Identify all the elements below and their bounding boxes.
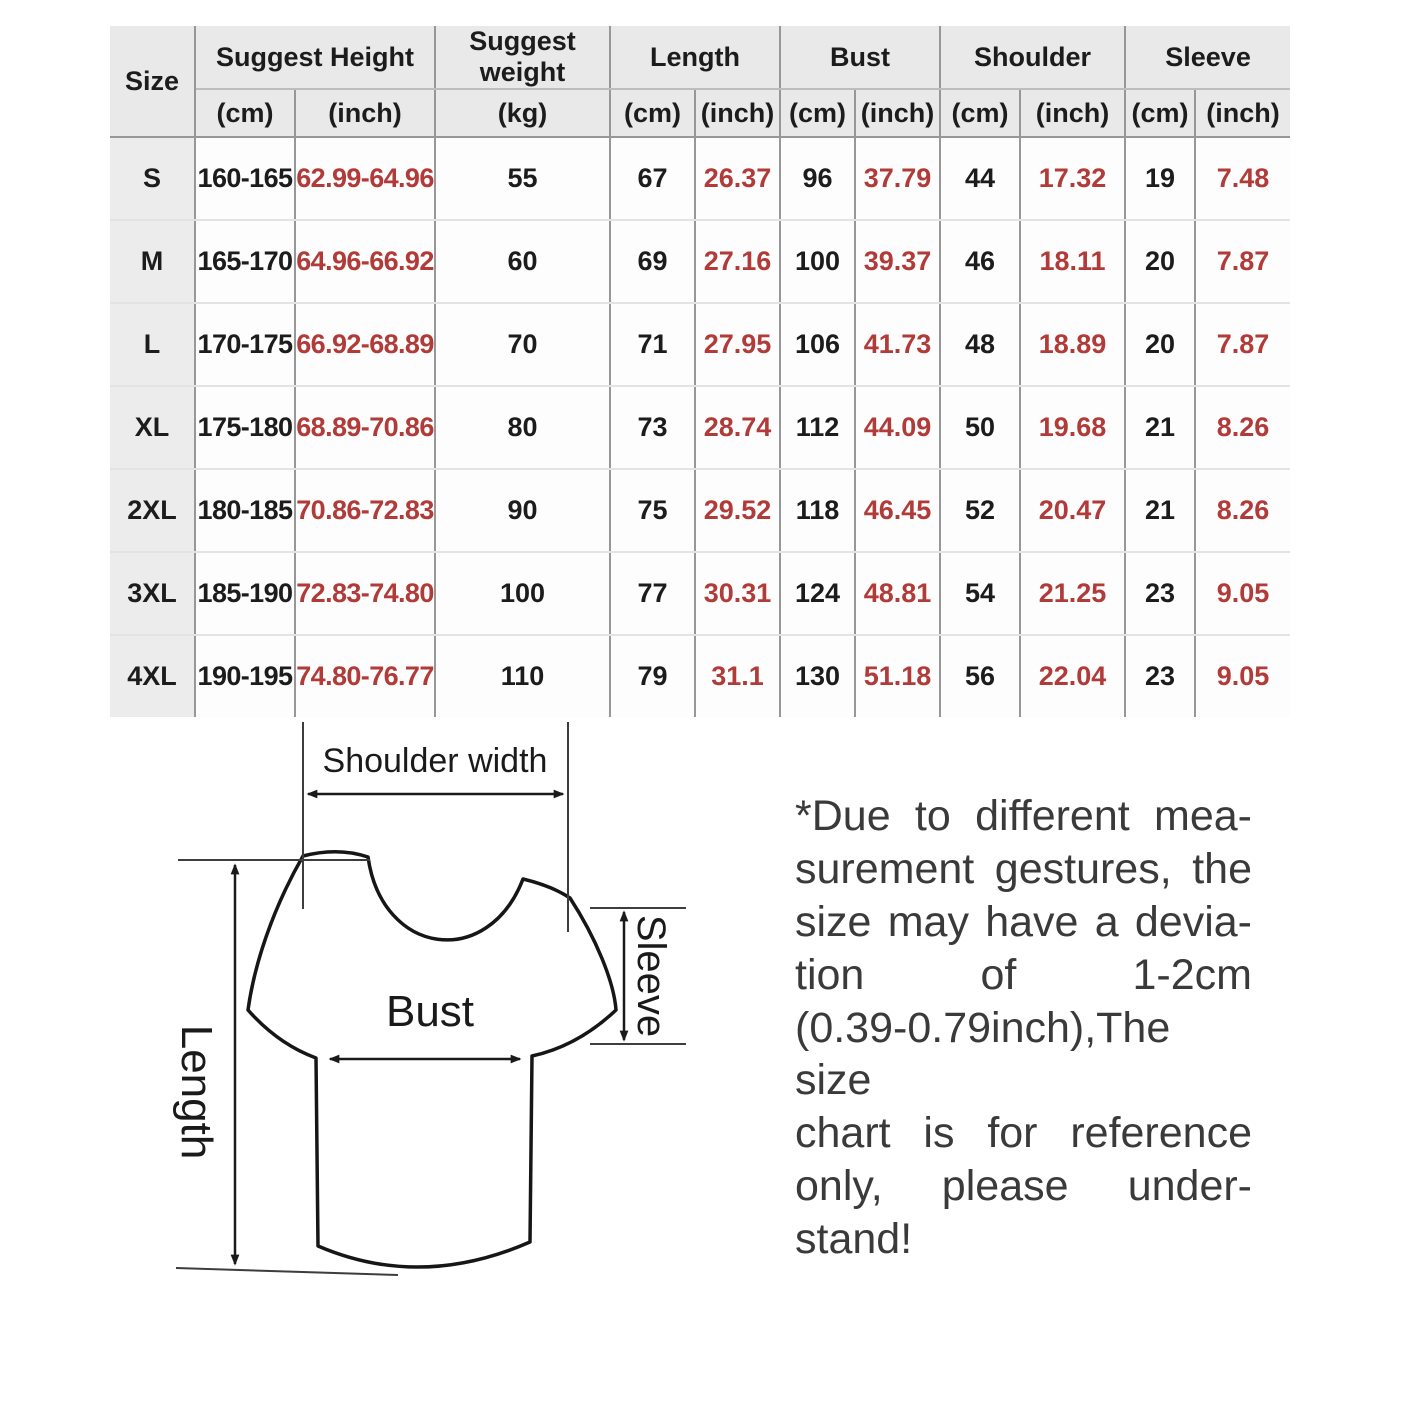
table-row-m bbox=[110, 220, 1290, 303]
col-header-shoulder: Shoulder bbox=[940, 26, 1125, 89]
cell-shoulder-cm: 48 bbox=[940, 303, 1020, 386]
note-line: surement gestures, the bbox=[795, 844, 1252, 893]
cell-sleeve-cm: 21 bbox=[1125, 386, 1195, 469]
cell-bust-inch: 41.73 bbox=[855, 303, 940, 386]
cell-sleeve-cm: 19 bbox=[1125, 137, 1195, 220]
cell-height-cm: 180-185 bbox=[195, 469, 295, 552]
cell-sleeve-inch: 7.87 bbox=[1195, 220, 1290, 303]
bust-label: Bust bbox=[385, 987, 475, 1036]
cell-bust-cm: 96 bbox=[780, 137, 855, 220]
cell-size: 2XL bbox=[110, 469, 195, 552]
cell-shoulder-inch: 18.89 bbox=[1020, 303, 1125, 386]
cell-height-cm: 170-175 bbox=[195, 303, 295, 386]
cell-bust-inch: 39.37 bbox=[855, 220, 940, 303]
unit-length-inch: (inch) bbox=[695, 89, 780, 137]
shoulder-width-label: Shoulder width bbox=[322, 742, 548, 780]
cell-length-cm: 69 bbox=[610, 220, 695, 303]
cell-bust-inch: 46.45 bbox=[855, 469, 940, 552]
cell-sleeve-inch: 7.48 bbox=[1195, 137, 1290, 220]
cell-height-inch: 66.92-68.89 bbox=[295, 303, 435, 386]
cell-shoulder-inch: 22.04 bbox=[1020, 635, 1125, 717]
table-row-l bbox=[110, 303, 1290, 386]
cell-sleeve-inch: 8.26 bbox=[1195, 386, 1290, 469]
cell-height-inch: 70.86-72.83 bbox=[295, 469, 435, 552]
cell-sleeve-cm: 23 bbox=[1125, 552, 1195, 635]
cell-length-inch: 27.16 bbox=[695, 220, 780, 303]
deviation-note bbox=[795, 790, 1252, 1266]
cell-weight-kg: 100 bbox=[435, 552, 610, 635]
unit-shoulder-inch: (inch) bbox=[1020, 89, 1125, 137]
cell-size: S bbox=[110, 137, 195, 220]
cell-shoulder-cm: 46 bbox=[940, 220, 1020, 303]
cell-bust-inch: 37.79 bbox=[855, 137, 940, 220]
unit-shoulder-cm: (cm) bbox=[940, 89, 1020, 137]
cell-height-inch: 68.89-70.86 bbox=[295, 386, 435, 469]
cell-sleeve-cm: 21 bbox=[1125, 469, 1195, 552]
note-line: *Due to different mea- bbox=[795, 792, 1252, 840]
cell-length-inch: 29.52 bbox=[695, 469, 780, 552]
cell-sleeve-inch: 9.05 bbox=[1195, 635, 1290, 717]
cell-length-cm: 67 bbox=[610, 137, 695, 220]
cell-shoulder-cm: 54 bbox=[940, 552, 1020, 635]
col-header-suggest-weight: Suggest weight bbox=[435, 26, 610, 89]
cell-shoulder-inch: 20.47 bbox=[1020, 469, 1125, 552]
cell-sleeve-inch: 8.26 bbox=[1195, 469, 1290, 552]
cell-length-cm: 79 bbox=[610, 635, 695, 717]
cell-length-inch: 31.1 bbox=[695, 635, 780, 717]
cell-shoulder-inch: 19.68 bbox=[1020, 386, 1125, 469]
cell-height-cm: 185-190 bbox=[195, 552, 295, 635]
unit-length-cm: (cm) bbox=[610, 89, 695, 137]
cell-bust-cm: 112 bbox=[780, 386, 855, 469]
cell-bust-inch: 48.81 bbox=[855, 552, 940, 635]
cell-weight-kg: 110 bbox=[435, 635, 610, 717]
cell-weight-kg: 60 bbox=[435, 220, 610, 303]
note-line: only, please under- bbox=[795, 1162, 1252, 1211]
table-row-s bbox=[110, 137, 1290, 220]
length-tick-bottom bbox=[176, 1268, 398, 1275]
size-chart-table bbox=[110, 26, 1290, 717]
unit-sleeve-cm: (cm) bbox=[1125, 89, 1195, 137]
cell-height-inch: 62.99-64.96 bbox=[295, 137, 435, 220]
table-row-4xl bbox=[110, 635, 1290, 717]
unit-bust-inch: (inch) bbox=[855, 89, 940, 137]
cell-sleeve-cm: 20 bbox=[1125, 220, 1195, 303]
col-header-sleeve: Sleeve bbox=[1125, 26, 1290, 89]
cell-shoulder-inch: 18.11 bbox=[1020, 220, 1125, 303]
cell-height-cm: 165-170 bbox=[195, 220, 295, 303]
unit-weight-kg: (kg) bbox=[435, 89, 610, 137]
cell-shoulder-cm: 56 bbox=[940, 635, 1020, 717]
col-header-bust: Bust bbox=[780, 26, 940, 89]
header-unit-row bbox=[110, 89, 1290, 137]
cell-length-cm: 77 bbox=[610, 552, 695, 635]
sleeve-label: Sleeve bbox=[629, 914, 673, 1038]
table-row-xl bbox=[110, 386, 1290, 469]
cell-height-inch: 72.83-74.80 bbox=[295, 552, 435, 635]
cell-weight-kg: 80 bbox=[435, 386, 610, 469]
col-header-suggest-height: Suggest Height bbox=[195, 26, 435, 89]
col-header-size: Size bbox=[110, 26, 195, 137]
cell-size: 3XL bbox=[110, 552, 195, 635]
cell-size: 4XL bbox=[110, 635, 195, 717]
cell-length-cm: 71 bbox=[610, 303, 695, 386]
cell-height-inch: 64.96-66.92 bbox=[295, 220, 435, 303]
cell-shoulder-inch: 21.25 bbox=[1020, 552, 1125, 635]
cell-weight-kg: 90 bbox=[435, 469, 610, 552]
cell-weight-kg: 55 bbox=[435, 137, 610, 220]
cell-shoulder-cm: 52 bbox=[940, 469, 1020, 552]
cell-height-cm: 160-165 bbox=[195, 137, 295, 220]
unit-height-inch: (inch) bbox=[295, 89, 435, 137]
cell-height-cm: 175-180 bbox=[195, 386, 295, 469]
unit-bust-cm: (cm) bbox=[780, 89, 855, 137]
cell-shoulder-cm: 50 bbox=[940, 386, 1020, 469]
cell-sleeve-cm: 20 bbox=[1125, 303, 1195, 386]
cell-bust-cm: 124 bbox=[780, 552, 855, 635]
cell-bust-inch: 51.18 bbox=[855, 635, 940, 717]
note-line: (0.39-0.79inch),The size bbox=[795, 1003, 1171, 1105]
table-row-2xl bbox=[110, 469, 1290, 552]
header-group-row bbox=[110, 26, 1290, 89]
cell-size: XL bbox=[110, 386, 195, 469]
cell-length-inch: 27.95 bbox=[695, 303, 780, 386]
tshirt-measurement-diagram bbox=[158, 714, 733, 1304]
cell-length-inch: 30.31 bbox=[695, 552, 780, 635]
length-label: Length bbox=[172, 1024, 221, 1160]
cell-size: M bbox=[110, 220, 195, 303]
cell-weight-kg: 70 bbox=[435, 303, 610, 386]
cell-sleeve-cm: 23 bbox=[1125, 635, 1195, 717]
note-line: chart is for reference bbox=[795, 1109, 1252, 1158]
cell-bust-cm: 130 bbox=[780, 635, 855, 717]
unit-height-cm: (cm) bbox=[195, 89, 295, 137]
cell-height-inch: 74.80-76.77 bbox=[295, 635, 435, 717]
note-line: tion of 1-2cm bbox=[795, 950, 1252, 999]
col-header-length: Length bbox=[610, 26, 780, 89]
cell-length-cm: 73 bbox=[610, 386, 695, 469]
table-row-3xl bbox=[110, 552, 1290, 635]
cell-bust-inch: 44.09 bbox=[855, 386, 940, 469]
note-line: size may have a devia- bbox=[795, 897, 1252, 946]
cell-bust-cm: 106 bbox=[780, 303, 855, 386]
cell-length-inch: 26.37 bbox=[695, 137, 780, 220]
cell-height-cm: 190-195 bbox=[195, 635, 295, 717]
tshirt-diagram-svg bbox=[158, 714, 733, 1299]
cell-sleeve-inch: 7.87 bbox=[1195, 303, 1290, 386]
unit-sleeve-inch: (inch) bbox=[1195, 89, 1290, 137]
cell-sleeve-inch: 9.05 bbox=[1195, 552, 1290, 635]
cell-length-inch: 28.74 bbox=[695, 386, 780, 469]
cell-shoulder-inch: 17.32 bbox=[1020, 137, 1125, 220]
cell-bust-cm: 100 bbox=[780, 220, 855, 303]
cell-length-cm: 75 bbox=[610, 469, 695, 552]
cell-bust-cm: 118 bbox=[780, 469, 855, 552]
cell-shoulder-cm: 44 bbox=[940, 137, 1020, 220]
cell-size: L bbox=[110, 303, 195, 386]
note-line: stand! bbox=[795, 1215, 913, 1263]
